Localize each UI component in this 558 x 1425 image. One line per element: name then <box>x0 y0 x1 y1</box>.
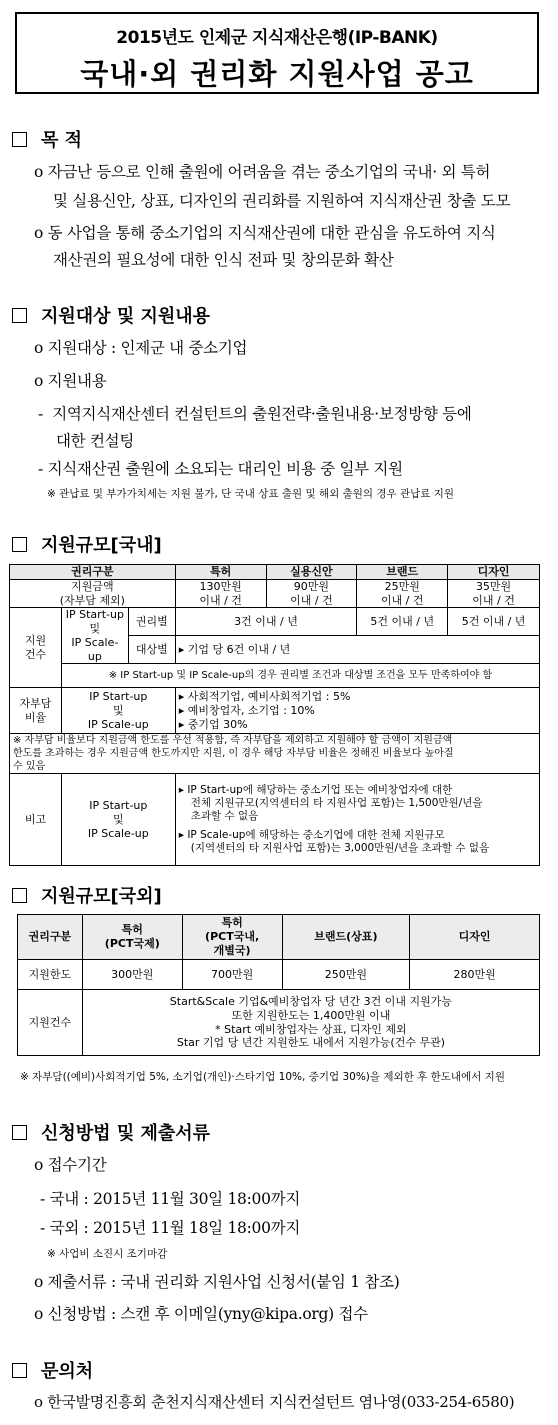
overseas-count-text: Start&Scale 기업&예비창업자 당 년간 3건 이내 지원가능 또한 지원한도는 1,400만원 이내 * Start 예비창업자는 상표, 디자인 제외 Star 기업 당 년간 지원한도 내에서 지원가능(건수 무관) <box>82 990 539 1056</box>
checkbox-square-icon <box>12 888 27 903</box>
header-brand: 브랜드 <box>357 565 448 580</box>
apply-bullet-2: o 제출서류 : 국내 권리화 지원사업 신청서(붙임 1 참조) <box>34 1273 400 1291</box>
overseas-limit-design: 280만원 <box>410 960 540 990</box>
purpose-bullet-1b: 및 실용신안, 상표, 디자인의 권리화를 지원하여 지식재산권 창출 도모 <box>53 192 511 210</box>
target-dash-2: - 지식재산권 출원에 소요되는 대리인 비용 중 일부 지원 <box>38 460 403 478</box>
checkbox-square-icon <box>12 1363 27 1378</box>
title-line-2: 국내·외 권리화 지원사업 공고 <box>80 57 474 91</box>
apply-note: ※ 사업비 소진시 조기마감 <box>47 1248 168 1260</box>
amount-patent: 130만원 이내 / 건 <box>175 579 266 608</box>
remark-label: 비고 <box>10 774 62 866</box>
section-purpose-heading: 목 적 <box>12 126 82 152</box>
target-note: ※ 관납료 및 부가가치세는 지원 불가, 단 국내 상표 출원 및 해외 출원의 경우 관납료 지원 <box>47 488 455 500</box>
target-dash-1b: 대한 컨설팅 <box>56 432 134 450</box>
overseas-header-patent: 특허 (PCT국내, 개별국) <box>182 915 282 960</box>
title-line-1: 2015년도 인제군 지식재산은행(IP-BANK) <box>116 28 438 48</box>
apply-bullet-1: o 접수기간 <box>34 1156 107 1174</box>
title-box <box>15 12 539 94</box>
amount-design: 35만원 이내 / 건 <box>448 579 540 608</box>
overseas-header-right: 권리구분 <box>18 915 83 960</box>
count-by-right-3: 5건 이내 / 년 <box>448 608 540 636</box>
apply-dash-domestic: - 국내 : 2015년 11월 30일 18:00까지 <box>40 1190 300 1208</box>
count-by-target-value: ▸ 기업 당 6건 이내 / 년 <box>175 636 539 664</box>
purpose-bullet-1a: o 자금난 등으로 인해 출원에 어려움을 겪는 중소기업의 국내· 외 특허 <box>34 163 491 181</box>
self-burden-label: 자부담 비율 <box>10 688 62 734</box>
self-burden-rates: ▸ 사회적기업, 예비사회적기업 : 5% ▸ 예비창업자, 소기업 : 10% ▸ 중기업 30% <box>175 688 539 734</box>
remark-text: ▸ IP Start-up에 해당하는 중소기업 또는 예비창업자에 대한 전체 지원규모(지역센터의 타 지원사업 포함)는 1,500만원/년을 초과할 수 없음 ▸ IP Scale-up에 해당하는 중소기업에 대한 전체 지원규모 (지역센터의 타 지원사업 포함)는 3,000만원/년을 초과할 수 없음 <box>175 774 539 866</box>
overseas-note: ※ 자부담((예비)사회적기업 5%, 소기업(개인)·스타기업 10%, 중기업 30%)을 제외한 후 한도내에서 지원 <box>20 1071 505 1083</box>
overseas-header-pct: 특허 (PCT국제) <box>82 915 182 960</box>
header-right-type: 권리구분 <box>10 565 176 580</box>
count-ip-label: IP Start-up 및 IP Scale-up <box>61 608 128 664</box>
count-by-right-2: 5건 이내 / 년 <box>357 608 448 636</box>
apply-bullet-3: o 신청방법 : 스캔 후 이메일(yny@kipa.org) 접수 <box>34 1305 368 1323</box>
checkbox-square-icon <box>12 537 27 552</box>
checkbox-square-icon <box>12 1125 27 1140</box>
header-utility: 실용신안 <box>266 565 357 580</box>
count-by-target-label: 대상별 <box>128 636 175 664</box>
overseas-header-design: 디자인 <box>410 915 540 960</box>
section-target-heading: 지원대상 및 지원내용 <box>12 302 210 328</box>
target-bullet-1: o 지원대상 : 인제군 내 중소기업 <box>34 339 248 357</box>
self-burden-note: ※ 자부담 비율보다 지원금액 한도를 우선 적용함, 즉 자부담을 제외하고 지원해야 할 금액이 지원금액 한도를 초과하는 경우 지원금액 한도까지만 지원, 이 경우 해당 자부담 비율은 정해진 비율보다 높아질 수 있음 <box>10 734 540 774</box>
section-contact-heading: 문의처 <box>12 1357 93 1383</box>
section-domestic-heading: 지원규모[국내] <box>12 531 162 557</box>
checkbox-square-icon <box>12 308 27 323</box>
overseas-limit-patent: 700만원 <box>182 960 282 990</box>
count-by-right-1: 3건 이내 / 년 <box>175 608 357 636</box>
remark-ip-label: IP Start-up 및 IP Scale-up <box>61 774 175 866</box>
amount-label: 지원금액 (자부담 제외) <box>10 579 176 608</box>
overseas-table <box>17 914 540 1056</box>
overseas-header-brand: 브랜드(상표) <box>282 915 410 960</box>
section-overseas-heading: 지원규모[국외] <box>12 882 162 908</box>
count-note: ※ IP Start-up 및 IP Scale-up의 경우 권리별 조건과 대상별 조건을 모두 만족하여야 함 <box>61 664 539 688</box>
overseas-limit-pct: 300만원 <box>82 960 182 990</box>
overseas-count-label: 지원건수 <box>18 990 83 1056</box>
domestic-table <box>9 564 540 866</box>
header-design: 디자인 <box>448 565 540 580</box>
purpose-bullet-2b: 재산권의 필요성에 대한 인식 전파 및 창의문화 확산 <box>53 251 394 269</box>
purpose-bullet-2a: o 동 사업을 통해 중소기업의 지식재산권에 대한 관심을 유도하여 지식 <box>34 224 496 242</box>
header-patent: 특허 <box>175 565 266 580</box>
amount-brand: 25만원 이내 / 건 <box>357 579 448 608</box>
self-burden-ip-label: IP Start-up 및 IP Scale-up <box>61 688 175 734</box>
amount-utility: 90만원 이내 / 건 <box>266 579 357 608</box>
overseas-limit-brand: 250만원 <box>282 960 410 990</box>
count-by-right-label: 권리별 <box>128 608 175 636</box>
overseas-limit-label: 지원한도 <box>18 960 83 990</box>
count-label: 지원 건수 <box>10 608 62 688</box>
target-dash-1a: - 지역지식재산센터 컨설턴트의 출원전략·출원내용·보정방향 등에 <box>38 405 472 423</box>
apply-dash-overseas: - 국외 : 2015년 11월 18일 18:00까지 <box>40 1219 300 1237</box>
target-bullet-2: o 지원내용 <box>34 372 107 390</box>
checkbox-square-icon <box>12 132 27 147</box>
contact-bullet-1: o 한국발명진흥회 춘천지식재산센터 지식컨설턴트 염나영(033-254-6580) <box>34 1393 515 1411</box>
section-apply-heading: 신청방법 및 제출서류 <box>12 1119 210 1145</box>
